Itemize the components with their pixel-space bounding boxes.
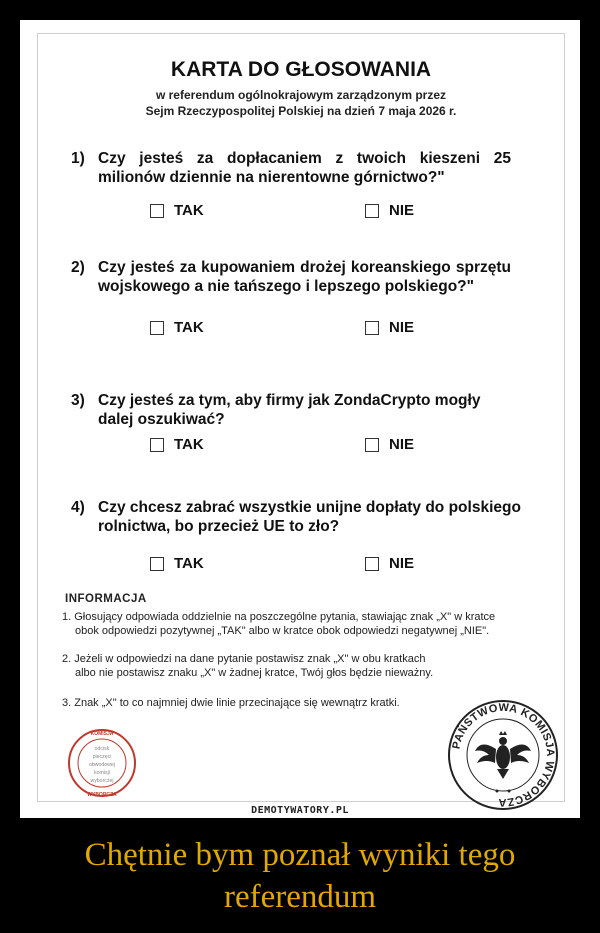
option-label-yes: TAK: [174, 202, 204, 219]
question-text: Czy jesteś za dopłacaniem z twoich kieszeni 25 milionów dziennie na nierentowne górnictwo?": [98, 150, 511, 186]
pkw-stamp: [445, 697, 561, 813]
info-item-2: [62, 652, 562, 680]
question-text: Czy jesteś za kupowaniem drożej koreanskiego sprzętu wojskowego a nie tańszego i lepszego polskiego?": [98, 259, 511, 295]
info-item-2-line-1: 2. Jeżeli w odpowiedzi na dane pytanie postawisz znak „X" w obu kratkach: [62, 653, 426, 665]
svg-text:odcisk: odcisk: [94, 746, 110, 752]
option-label-no: NIE: [389, 436, 415, 453]
q4-option-no[interactable]: [365, 555, 414, 572]
caption: [0, 834, 600, 918]
question-number: 1): [71, 150, 85, 167]
option-label-no: NIE: [389, 555, 415, 572]
question-number: 2): [71, 259, 85, 276]
question-1: [71, 149, 511, 189]
q2-option-yes[interactable]: [150, 319, 204, 336]
subtitle-line-2: Sejm Rzeczypospolitej Polskiej na dzień 7 maja 2026 r.: [145, 104, 457, 118]
question-text: Czy chcesz zabrać wszystkie unijne dopłaty do polskiego rolnictwa, bo przecież UE to zło?: [98, 499, 521, 535]
svg-text:obwodowej: obwodowej: [89, 762, 115, 768]
info-item-1: [62, 610, 562, 638]
question-number: 3): [71, 392, 85, 409]
q1-option-yes[interactable]: [150, 202, 204, 219]
checkbox-yes[interactable]: [150, 438, 164, 452]
checkbox-yes[interactable]: [150, 321, 164, 335]
commission-stamp: [66, 727, 138, 799]
q4-option-yes[interactable]: [150, 555, 204, 572]
info-item-1-line-1: 1. Głosujący odpowiada oddzielnie na poszczególne pytania, stawiając znak „X" w kratce: [62, 611, 496, 623]
info-item-1-line-2: obok odpowiedzi pozytywnej „TAK" albo w kratce obok odpowiedzi negatywnej „NIE".: [75, 625, 490, 637]
svg-text:PAŃSTWOWA KOMISJA WYBORCZA: PAŃSTWOWA KOMISJA WYBORCZA: [450, 701, 557, 809]
option-label-no: NIE: [389, 319, 415, 336]
question-3: [71, 391, 511, 431]
caption-line-1: Chętnie bym poznał wyniki tego: [84, 837, 516, 873]
stamp-seal-icon: [66, 727, 138, 799]
checkbox-no[interactable]: [365, 557, 379, 571]
eagle-seal-icon: [445, 697, 561, 813]
info-heading: INFORMACJA: [65, 593, 147, 605]
checkbox-yes[interactable]: [150, 204, 164, 218]
checkbox-no[interactable]: [365, 438, 379, 452]
option-label-yes: TAK: [174, 436, 204, 453]
q3-option-no[interactable]: [365, 436, 414, 453]
svg-text:komisji: komisji: [94, 770, 110, 776]
ballot-subtitle: [38, 87, 564, 119]
ballot-title: KARTA DO GŁOSOWANIA: [170, 58, 432, 81]
info-item-2-line-2: albo nie postawisz znaku „X" w żadnej kratce, Twój głos będzie nieważny.: [75, 667, 434, 679]
checkbox-no[interactable]: [365, 204, 379, 218]
info-item-3: 3. Znak „X" to co najmniej dwie linie przecinające się wewnątrz kratki.: [62, 697, 400, 709]
svg-text:KOMISJA: KOMISJA: [90, 731, 114, 737]
option-label-yes: TAK: [174, 555, 204, 572]
caption-line-2: referendum: [223, 879, 377, 915]
option-label-yes: TAK: [174, 319, 204, 336]
question-2: [71, 258, 511, 318]
checkbox-no[interactable]: [365, 321, 379, 335]
svg-text:wyborczej: wyborczej: [90, 778, 114, 784]
watermark: DEMOTYWATORY.PL: [251, 805, 349, 816]
q2-option-no[interactable]: [365, 319, 414, 336]
q1-option-no[interactable]: [365, 202, 414, 219]
question-4: [71, 498, 556, 538]
checkbox-yes[interactable]: [150, 557, 164, 571]
option-label-no: NIE: [389, 202, 415, 219]
subtitle-line-1: w referendum ogólnokrajowym zarządzonym przez: [155, 88, 447, 102]
question-number: 4): [71, 499, 85, 516]
q3-option-yes[interactable]: [150, 436, 204, 453]
svg-text:WYBORCZA: WYBORCZA: [87, 792, 117, 798]
question-text: Czy jesteś za tym, aby firmy jak ZondaCrypto mogły dalej oszukiwać?: [98, 392, 481, 428]
ballot-card: [37, 33, 565, 809]
svg-text:pieczęci: pieczęci: [92, 754, 112, 760]
